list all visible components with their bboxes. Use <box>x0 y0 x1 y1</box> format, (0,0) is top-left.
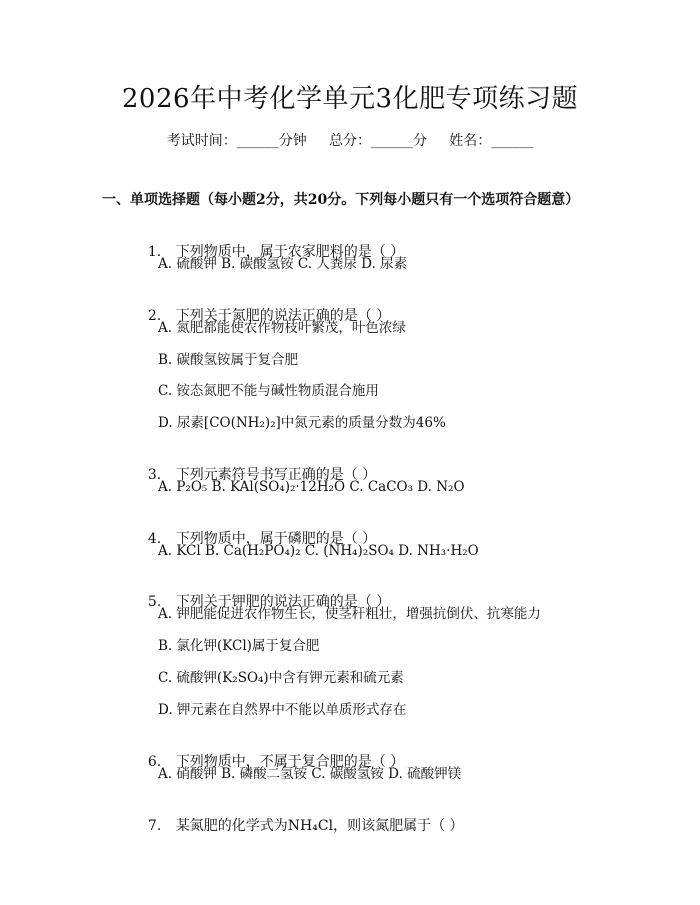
question-text: 下列物质中，不属于复合肥的是（ ） <box>175 754 405 770</box>
option-a: A. 氮肥都能使农作物枝叶繁茂，叶色浓绿 <box>158 320 406 336</box>
question-number: 5. <box>147 594 162 610</box>
option-a: A. 钾肥能促进农作物生长，使茎秆粗壮，增强抗倒伏、抗寒能力 <box>158 606 541 622</box>
section-heading: 一、单项选择题（每小题2分，共20分。下列每小题只有一个选项符合题意） <box>102 192 580 208</box>
option-d: D. 尿素[CO(NH₂)₂]中氮元素的质量分数为46% <box>158 415 446 431</box>
page-title: 2026年中考化学单元3化肥专项练习题 <box>121 84 579 114</box>
question-text: 某氮肥的化学式为NH₄Cl，则该氮肥属于（ ） <box>175 818 464 834</box>
question-number: 3. <box>147 467 162 483</box>
question-6-options: A. 硝酸钾 B. 磷酸二氢铵 C. 碳酸氢铵 D. 硫酸钾镁 <box>158 766 462 782</box>
question-number: 2. <box>147 308 162 324</box>
option-b: B. 碳酸氢铵属于复合肥 <box>158 352 299 368</box>
exam-info-line: 考试时间：______分钟 总分：______分 姓名：______ <box>166 133 534 149</box>
question-number: 1. <box>147 244 162 260</box>
question-4-options: A. KCl B. Ca(H₂PO₄)₂ C. (NH₄)₂SO₄ D. NH₃·H₂O <box>158 543 479 559</box>
question-text: 下列元素符号书写正确的是（ ） <box>175 467 377 483</box>
question-text: 下列物质中，属于磷肥的是（ ） <box>175 531 377 547</box>
question-number: 4. <box>147 531 162 547</box>
question-3-options: A. P₂O₅ B. KAl(SO₄)₂·12H₂O C. CaCO₃ D. N₂O <box>158 479 465 495</box>
option-c: C. 铵态氮肥不能与碱性物质混合施用 <box>158 383 379 399</box>
question-1-options: A. 硫酸钾 B. 碳酸氢铵 C. 人粪尿 D. 尿素 <box>158 256 408 272</box>
question-text: 下列关于钾肥的说法正确的是（ ） <box>175 594 391 610</box>
question-7 <box>130 796 464 856</box>
question-text: 下列关于氮肥的说法正确的是（ ） <box>175 308 391 324</box>
question-number: 6. <box>147 754 162 770</box>
question-text: 下列物质中，属于农家肥料的是（ ） <box>175 244 405 260</box>
option-d: D. 钾元素在自然界中不能以单质形式存在 <box>158 702 407 718</box>
option-c: C. 硫酸钾(K₂SO₄)中含有钾元素和硫元素 <box>158 670 404 686</box>
question-number: 7. <box>147 818 162 834</box>
option-b: B. 氯化钾(KCl)属于复合肥 <box>158 638 320 654</box>
